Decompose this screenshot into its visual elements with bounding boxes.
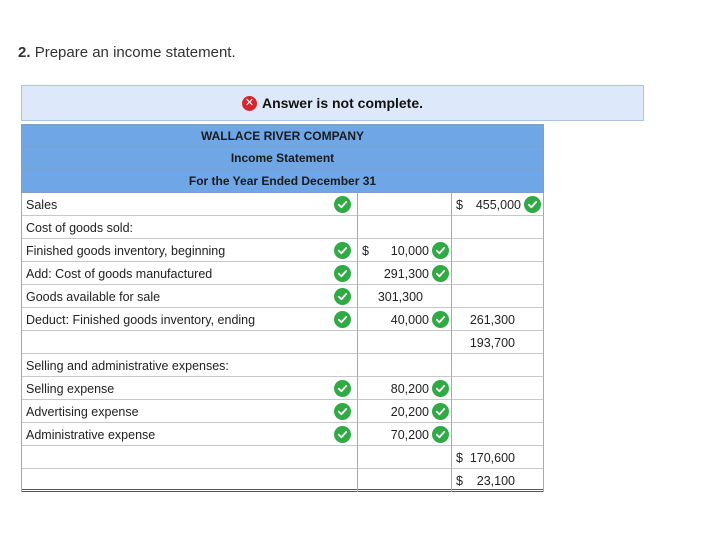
row-label-cell[interactable] [21, 239, 357, 262]
amount-value: 261,300 [469, 312, 515, 327]
amount-cell-col3[interactable] [451, 377, 544, 400]
amount-cell-col3[interactable] [451, 354, 544, 377]
correct-check-icon [524, 196, 541, 213]
correct-check-icon [432, 426, 449, 443]
question-text: Prepare an income statement. [34, 44, 236, 61]
amount-cell-col3[interactable] [451, 469, 544, 492]
statement-title-header: Income Statement [21, 147, 544, 170]
row-label: Cost of goods sold: [26, 220, 134, 235]
row-label-cell[interactable] [21, 446, 357, 469]
amount-cell-col2[interactable] [357, 285, 451, 308]
table-row [21, 469, 544, 492]
amount-cell-col2[interactable] [357, 400, 451, 423]
correct-check-icon [334, 242, 351, 259]
correct-check-icon [334, 288, 351, 305]
question-number: 2. [18, 44, 31, 61]
amount-cell-col2[interactable] [357, 331, 451, 354]
amount-cell-col2[interactable] [357, 354, 451, 377]
row-label: Advertising expense [26, 404, 139, 419]
correct-check-icon [432, 242, 449, 259]
row-label: Selling expense [26, 381, 115, 396]
correct-check-icon [334, 380, 351, 397]
correct-check-icon [334, 265, 351, 282]
amount-cell-col3[interactable] [451, 331, 544, 354]
dollar-sign: $ [456, 450, 463, 465]
row-label-cell[interactable] [21, 193, 357, 216]
correct-check-icon [432, 403, 449, 420]
amount-cell-col3[interactable] [451, 308, 544, 331]
amount-cell-col3[interactable] [451, 400, 544, 423]
table-row [21, 377, 544, 400]
table-row [21, 216, 544, 239]
x-circle-icon: ✕ [242, 96, 257, 111]
row-label-cell[interactable] [21, 285, 357, 308]
amount-value: 20,200 [390, 404, 429, 419]
amount-value: 70,200 [390, 427, 429, 442]
row-label: Administrative expense [26, 427, 156, 442]
amount-value: 170,600 [469, 450, 515, 465]
row-label-cell[interactable] [21, 354, 357, 377]
statement-period-header: For the Year Ended December 31 [21, 170, 544, 193]
row-label-cell[interactable] [21, 400, 357, 423]
amount-value: 10,000 [390, 243, 429, 258]
dollar-sign: $ [362, 243, 369, 258]
amount-cell-col2[interactable] [357, 308, 451, 331]
amount-cell-col3[interactable] [451, 239, 544, 262]
table-row [21, 239, 544, 262]
amount-cell-col2[interactable] [357, 216, 451, 239]
correct-check-icon [334, 403, 351, 420]
amount-cell-col3[interactable] [451, 285, 544, 308]
row-label-cell[interactable] [21, 469, 357, 492]
table-row [21, 423, 544, 446]
income-statement-table [21, 193, 544, 492]
dollar-sign: $ [456, 197, 463, 212]
table-row [21, 331, 544, 354]
row-label: Sales [26, 197, 58, 212]
row-label-cell[interactable] [21, 262, 357, 285]
correct-check-icon [334, 196, 351, 213]
answer-status-text: Answer is not complete. [261, 95, 424, 111]
row-label: Selling and administrative expenses: [26, 358, 229, 373]
row-label: Finished goods inventory, beginning [26, 243, 226, 258]
correct-check-icon [432, 265, 449, 282]
row-label: Add: Cost of goods manufactured [26, 266, 213, 281]
row-label-cell[interactable] [21, 423, 357, 446]
company-name-header: WALLACE RIVER COMPANY [21, 124, 544, 147]
table-row [21, 262, 544, 285]
correct-check-icon [432, 311, 449, 328]
table-row [21, 308, 544, 331]
dollar-sign: $ [456, 473, 463, 488]
correct-check-icon [432, 380, 449, 397]
row-label-cell[interactable] [21, 216, 357, 239]
amount-cell-col2[interactable] [357, 239, 451, 262]
question-prompt [18, 44, 236, 61]
amount-cell-col3[interactable] [451, 262, 544, 285]
correct-check-icon [334, 426, 351, 443]
amount-cell-col3[interactable] [451, 193, 544, 216]
table-row [21, 446, 544, 469]
amount-value: 301,300 [377, 289, 423, 304]
amount-cell-col3[interactable] [451, 423, 544, 446]
amount-value: 23,100 [476, 473, 515, 488]
amount-cell-col3[interactable] [451, 446, 544, 469]
correct-check-icon [334, 311, 351, 328]
amount-cell-col2[interactable] [357, 469, 451, 492]
amount-value: 455,000 [475, 197, 521, 212]
row-label: Goods available for sale [26, 289, 161, 304]
table-row [21, 193, 544, 216]
row-label: Deduct: Finished goods inventory, ending [26, 312, 256, 327]
table-row [21, 285, 544, 308]
amount-value: 193,700 [469, 335, 515, 350]
table-row [21, 400, 544, 423]
row-label-cell[interactable] [21, 377, 357, 400]
amount-value: 40,000 [390, 312, 429, 327]
amount-cell-col2[interactable] [357, 193, 451, 216]
amount-value: 291,300 [383, 266, 429, 281]
amount-cell-col2[interactable] [357, 377, 451, 400]
amount-cell-col2[interactable] [357, 446, 451, 469]
table-row [21, 354, 544, 377]
amount-cell-col3[interactable] [451, 216, 544, 239]
row-label-cell[interactable] [21, 331, 357, 354]
amount-cell-col2[interactable] [357, 262, 451, 285]
row-label-cell[interactable] [21, 308, 357, 331]
amount-cell-col2[interactable] [357, 423, 451, 446]
answer-status-banner [21, 85, 644, 121]
amount-value: 80,200 [390, 381, 429, 396]
